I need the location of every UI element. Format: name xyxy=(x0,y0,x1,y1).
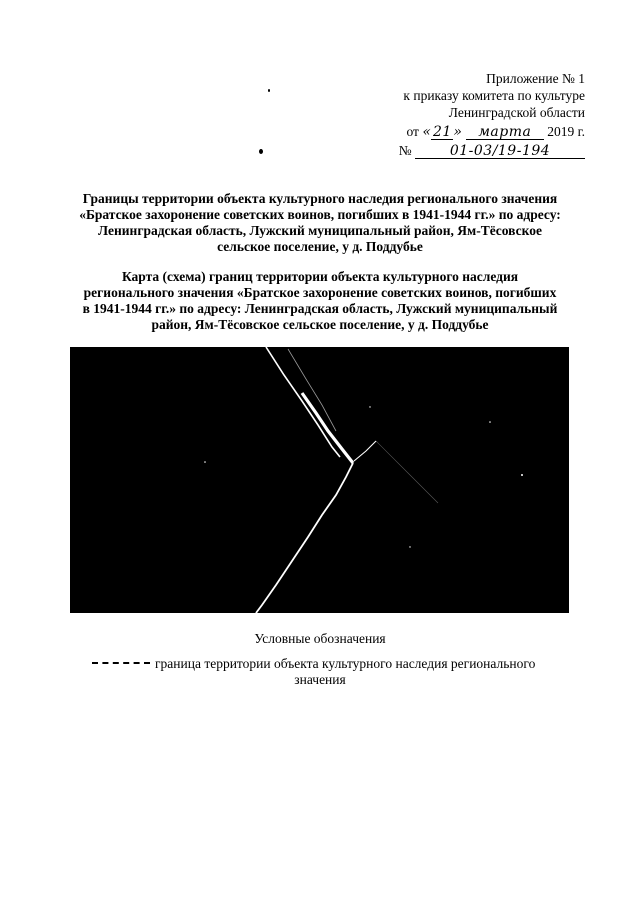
map-speck xyxy=(369,406,370,407)
caption-line: в 1941-1944 гг.» по адресу: Ленинградская область, Лужский муниципальный xyxy=(82,301,558,316)
date-open-quote: « xyxy=(422,124,432,140)
number-prefix: № xyxy=(398,143,412,158)
date-month: марта xyxy=(466,126,544,140)
date-day: 21 xyxy=(432,124,452,140)
legend-item-text: граница территории объекта культурного наследия регионального xyxy=(155,656,536,671)
order-reference: к приказу комитета по культуре xyxy=(403,88,585,103)
title-line: «Братское захоронение советских воинов, погибших в 1941-1944 гг.» по адресу: xyxy=(79,207,561,222)
appendix-header xyxy=(399,70,585,159)
date-prefix: от xyxy=(406,124,419,139)
map-speck xyxy=(409,546,410,547)
map-speck xyxy=(489,421,491,423)
scan-speck xyxy=(268,89,270,92)
order-date xyxy=(399,123,585,141)
document-title xyxy=(70,191,570,255)
scan-speck xyxy=(259,149,263,154)
map-speck xyxy=(521,474,523,476)
appendix-number: Приложение № 1 xyxy=(486,71,585,86)
legend-heading: Условные обозначения xyxy=(254,631,386,646)
caption-line: район, Ям-Тёсовское сельское поселение, у д. Поддубье xyxy=(151,317,489,332)
boundary-map-image xyxy=(70,347,569,613)
map-svg xyxy=(70,347,569,613)
map-speck xyxy=(204,461,206,463)
date-year: 2019 г. xyxy=(547,124,585,139)
caption-line: Карта (схема) границ территории объекта культурного наследия xyxy=(121,269,519,284)
order-number xyxy=(399,142,585,159)
title-line: сельское поселение, у д. Поддубье xyxy=(217,239,423,254)
title-line: Ленинградская область, Лужский муниципальный район, Ям-Тёсовское xyxy=(98,223,542,238)
dashed-line-symbol xyxy=(92,662,150,664)
map-caption xyxy=(70,269,570,333)
title-line: Границы территории объекта культурного наследия регионального значения xyxy=(82,191,558,206)
number-value: 01-03/19-194 xyxy=(415,145,585,159)
date-close-quote: » xyxy=(453,124,463,140)
legend-item-text-continued: значения xyxy=(294,672,346,687)
legend-item xyxy=(92,655,572,672)
committee-region: Ленинградской области xyxy=(448,105,585,120)
caption-line: регионального значения «Братское захоронение советских воинов, погибших xyxy=(83,285,557,300)
map-background xyxy=(70,347,569,613)
